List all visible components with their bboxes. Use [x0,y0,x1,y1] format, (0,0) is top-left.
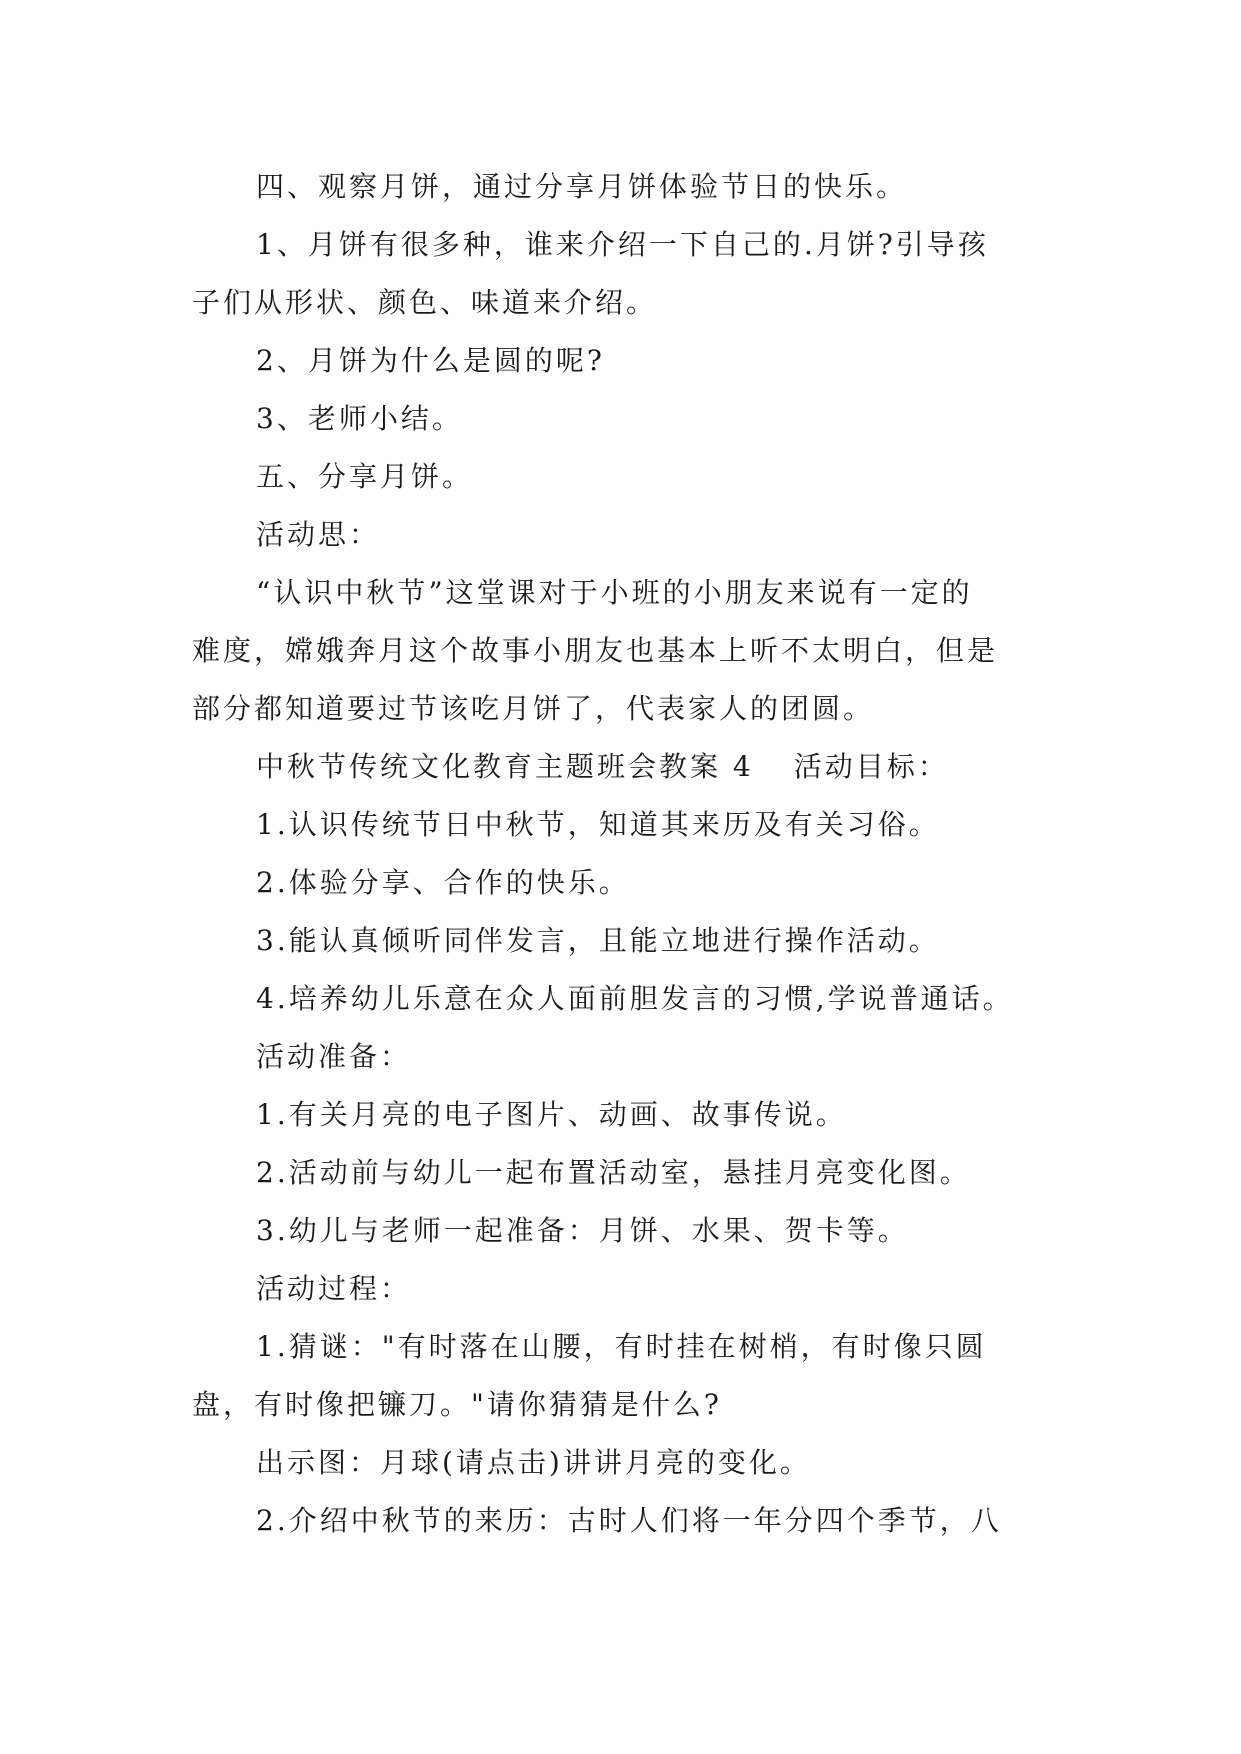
paragraph-line: 五、分享月饼。 [256,460,474,493]
section-heading: 活动过程： [256,1272,412,1305]
paragraph-line: 1.认识传统节日中秋节，知道其来历及有关习俗。 [256,808,940,841]
paragraph-line: 1、月饼有很多种，谁来介绍一下自己的.月饼?引导孩 [256,228,989,261]
paragraph-line: 出示图：月球(请点击)讲讲月亮的变化。 [256,1446,811,1479]
paragraph-line: 2、月饼为什么是圆的呢? [256,344,605,377]
section-heading: 活动目标： [793,750,949,783]
paragraph-line: 难度，嫦娥奔月这个故事小朋友也基本上听不太明白，但是 [192,634,999,667]
paragraph-line: 4.培养幼儿乐意在众人面前胆发言的习惯,学说普通话。 [256,982,1014,1015]
paragraph-line: 子们从形状、颜色、味道来介绍。 [192,286,658,319]
document-title-line [192,738,1062,796]
paragraph-line: 3、老师小结。 [256,402,463,435]
paragraph-line: 1.猜谜："有时落在山腰，有时挂在树梢，有时像只圆 [256,1330,987,1363]
document-body [192,158,1062,1550]
paragraph-line: 3.能认真倾听同伴发言，且能立地进行操作活动。 [256,924,940,957]
paragraph-line: 四、观察月饼，通过分享月饼体验节日的快乐。 [256,170,908,203]
paragraph-line: 2.介绍中秋节的来历：古时人们将一年分四个季节，八 [256,1504,1002,1537]
paragraph-line: 部分都知道要过节该吃月饼了，代表家人的团圆。 [192,692,875,725]
paragraph-line: 2.体验分享、合作的快乐。 [256,866,630,899]
paragraph-line: “认识中秋节”这堂课对于小班的小朋友来说有一定的 [256,576,973,609]
section-heading: 活动思： [256,518,381,551]
paragraph-line: 2.活动前与幼儿一起布置活动室，悬挂月亮变化图。 [256,1156,971,1189]
paragraph-line: 1.有关月亮的电子图片、动画、故事传说。 [256,1098,847,1131]
section-heading: 活动准备： [256,1040,412,1073]
paragraph-line: 3.幼儿与老师一起准备：月饼、水果、贺卡等。 [256,1214,909,1247]
document-title: 中秋节传统文化教育主题班会教案 4 [256,750,754,783]
paragraph-line: 盘，有时像把镰刀。"请你猜猜是什么? [192,1388,722,1421]
